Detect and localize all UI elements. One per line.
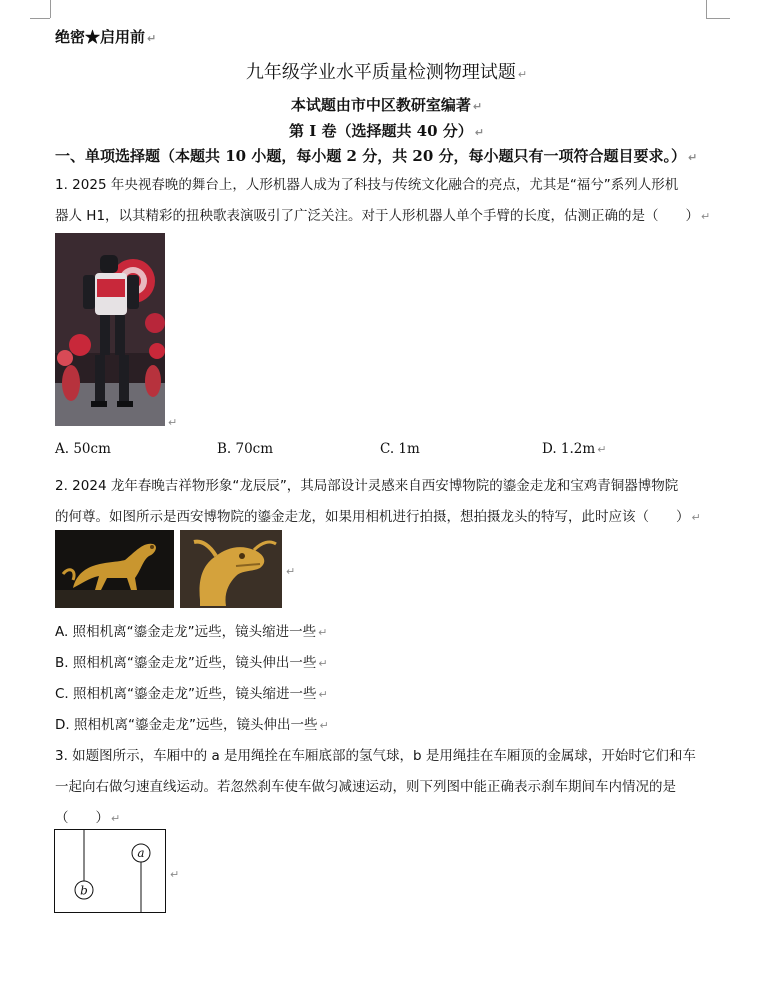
q1-line2: 器人 H1，以其精彩的扭秧歌表演吸引了广泛关注。对于人形机器人单个手臂的长度，估测正确的是（ ） ↵ — [55, 208, 711, 224]
q2-option-c: C. 照相机离“鎏金走龙”近些，镜头缩进一些 ↵ — [55, 686, 328, 702]
q2-line2: 的何尊。如图所示是西安博物院的鎏金走龙，如果用相机进行拍摄，想拍摄龙头的特写，此时应该（ ） ↵ — [55, 509, 701, 525]
balloon-a-label: a — [137, 846, 145, 860]
compiler-line: 本试题由市中区教研室编著 ↵ — [290, 96, 483, 114]
q2-option-b: B. 照相机离“鎏金走龙”近些，镜头伸出一些 ↵ — [55, 655, 328, 671]
dragon-photo-head — [180, 530, 282, 608]
robot-photo-mark: ↵ — [168, 416, 178, 429]
carriage-diagram-mark: ↵ — [170, 868, 180, 881]
exam-title: 九年级学业水平质量检测物理试题 ↵ — [245, 62, 528, 83]
q2-line1: 2. 2024 龙年春晚吉祥物形象“龙辰辰”，其局部设计灵感来自西安博物院的鎏金走龙和宝鸡青铜器博物院 — [55, 478, 679, 494]
crop-mark-top-right — [706, 0, 707, 18]
crop-mark-top-left-h — [30, 18, 50, 19]
volume-line: 第 I 卷（选择题共 40 分） ↵ — [289, 122, 484, 140]
crop-mark-top-left — [50, 0, 51, 18]
q3-line1: 3. 如题图所示，车厢中的 a 是用绳拴在车厢底部的氢气球，b 是用绳挂在车厢顶的金属球，开始时它们和车 — [55, 748, 696, 764]
dragon-photo-mark: ↵ — [286, 565, 296, 578]
q1-option-b: B. 70cm — [217, 441, 274, 457]
q3-line3: （ ） ↵ — [55, 810, 121, 826]
robot-photo — [55, 233, 165, 426]
crop-mark-top-right-h — [706, 18, 730, 19]
q1-option-c: C. 1m — [380, 441, 420, 457]
q3-line2: 一起向右做匀速直线运动。若忽然刹车使车做匀减速运动，则下列图中能正确表示刹车期间车内情况的是 — [55, 779, 676, 795]
q2-option-d: D. 照相机离“鎏金走龙”远些，镜头伸出一些 ↵ — [55, 717, 329, 733]
carriage-diagram — [54, 829, 166, 913]
q1-line1: 1. 2025 年央视春晚的舞台上，人形机器人成为了科技与传统文化融合的亮点，尤其是“福兮”系列人形机 — [55, 177, 679, 193]
dragon-photo-full — [55, 530, 174, 608]
q2-option-a: A. 照相机离“鎏金走龙”远些，镜头缩进一些 ↵ — [55, 624, 328, 640]
ball-b-label: b — [80, 883, 88, 898]
secret-label: 绝密★启用前 ↵ — [55, 28, 157, 46]
section-heading: 一、单项选择题（本题共 10 小题，每小题 2 分，共 20 分，每小题只有一项符合题目要求。） ↵ — [55, 147, 698, 165]
q1-option-a: A. 50cm — [55, 441, 111, 457]
q1-option-d: D. 1.2m ↵ — [542, 441, 607, 457]
